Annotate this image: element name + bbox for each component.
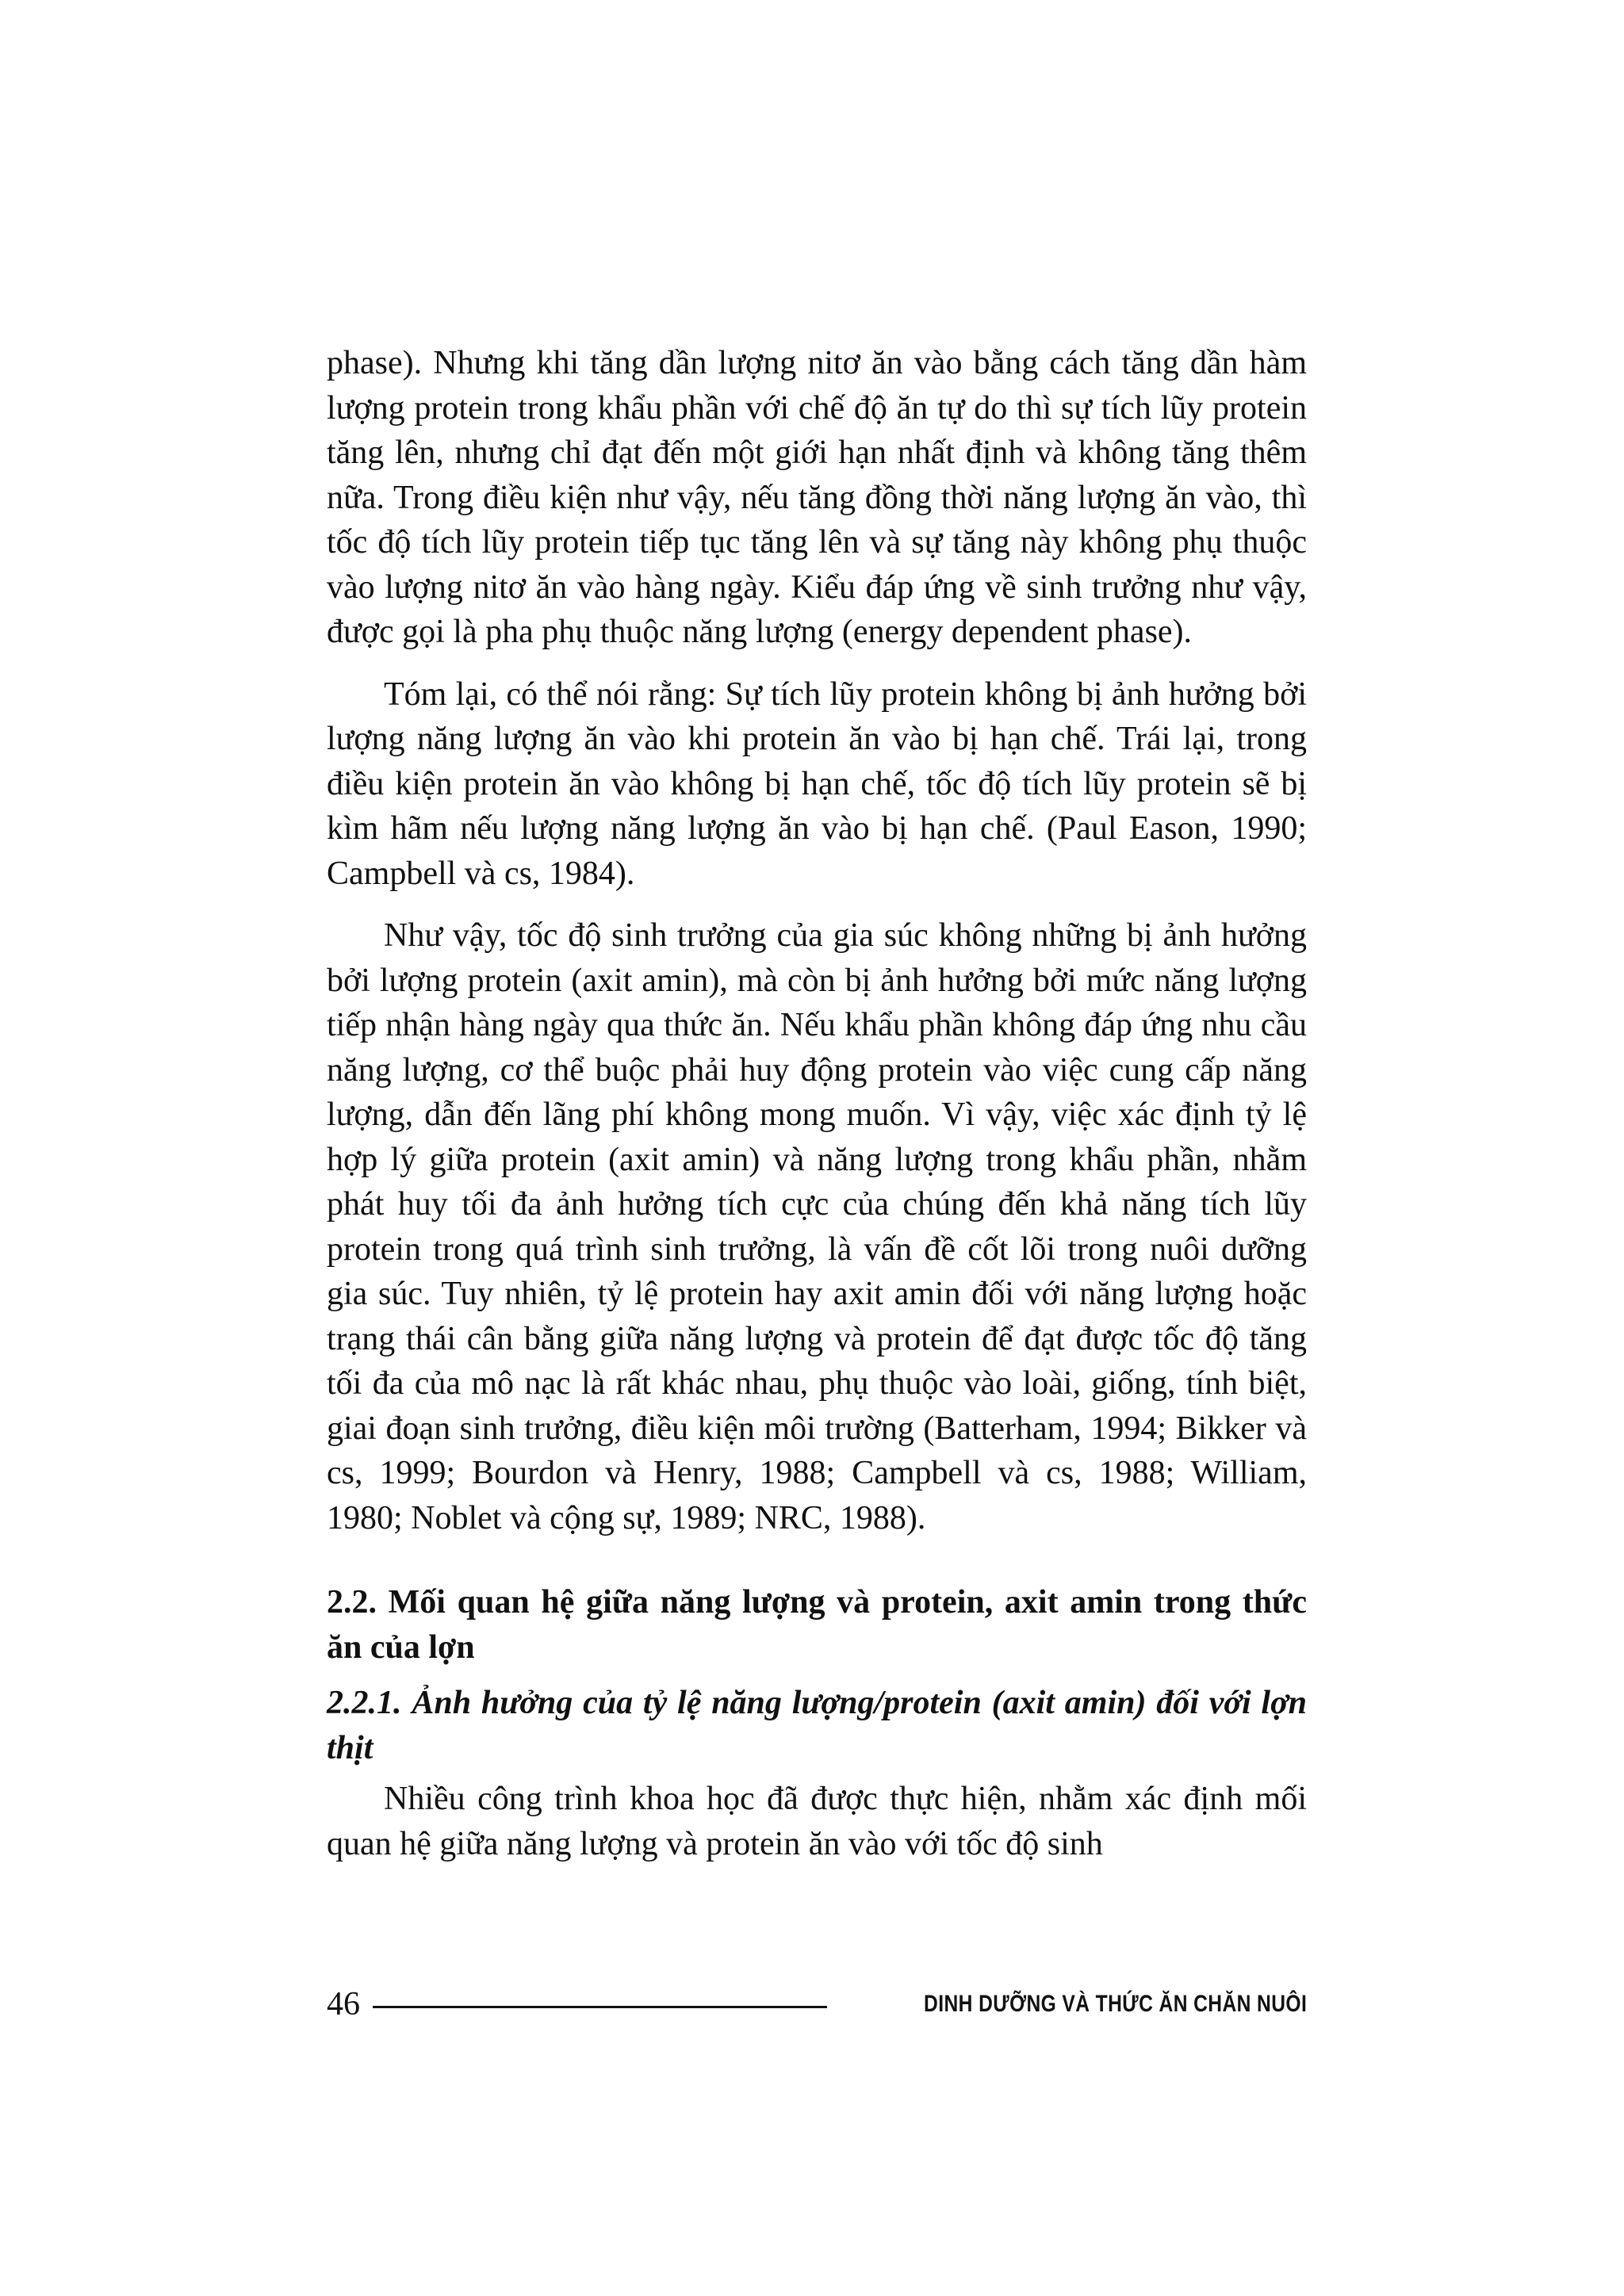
paragraph-summary: Tóm lại, có thể nói rằng: Sự tích lũy protein không bị ảnh hưởng bởi lượng năng lượng ăn vào khi protein ăn vào bị hạn chế. Trái lại, trong điều kiện protein ăn vào không bị hạn chế, tốc độ tích lũy protein sẽ bị kìm hãm nếu lượng năng lượng ăn vào bị hạn chế. (Paul Eason, 1990; Campbell và cs, 1984). xyxy=(327,675,1307,892)
paragraph-research-intro: Nhiều công trình khoa học đã được thực hiện, nhằm xác định mối quan hệ giữa năng lượng và protein ăn vào với tốc độ sinh xyxy=(327,1781,1307,1862)
subsection-heading: 2.2.1. Ảnh hưởng của tỷ lệ năng lượng/protein (axit amin) đối với lợn thịt xyxy=(327,1685,1307,1766)
book-title: DINH DƯỠNG VÀ THỨC ĂN CHĂN NUÔI xyxy=(923,1991,1307,2017)
page-body xyxy=(327,341,1307,1866)
page-number: 46 xyxy=(327,1986,360,2022)
footer-divider xyxy=(373,2006,827,2008)
section-heading: 2.2. Mối quan hệ giữa năng lượng và protein, axit amin trong thức ăn của lợn xyxy=(327,1584,1307,1666)
page-footer xyxy=(327,1979,1307,2030)
paragraph-growth-rate: Như vậy, tốc độ sinh trưởng của gia súc không những bị ảnh hưởng bởi lượng protein (axit amin), mà còn bị ảnh hưởng bởi mức năng lượng tiếp nhận hàng ngày qua thức ăn. Nếu khẩu phần không đáp ứng nhu cầu năng lượng, cơ thể buộc phải huy động protein vào việc cung cấp năng lượng, dẫn đến lãng phí không mong muốn. Vì vậy, việc xác định tỷ lệ hợp lý giữa protein (axit amin) và năng lượng trong khẩu phần, nhằm phát huy tối đa ảnh hưởng tích cực của chúng đến khả năng tích lũy protein trong quá trình sinh trưởng, là vấn đề cốt lõi trong nuôi dưỡng gia súc. Tuy nhiên, tỷ lệ protein hay axit amin đối với năng lượng hoặc trạng thái cân bằng giữa năng lượng và protein để đạt được tốc độ tăng tối đa của mô nạc là rất khác nhau, phụ thuộc vào loài, giống, tính biệt, giai đoạn sinh trưởng, điều kiện môi trường (Batterham, 1994; Bikker và cs, 1999; Bourdon và Henry, 1988; Campbell và cs, 1988; William, 1980; Noblet và cộng sự, 1989; NRC, 1988). xyxy=(327,917,1307,1536)
paragraph-continuation: phase). Nhưng khi tăng dần lượng nitơ ăn vào bằng cách tăng dần hàm lượng protein trong khẩu phần với chế độ ăn tự do thì sự tích lũy protein tăng lên, nhưng chỉ đạt đến một giới hạn nhất định và không tăng thêm nữa. Trong điều kiện như vậy, nếu tăng đồng thời năng lượng ăn vào, thì tốc độ tích lũy protein tiếp tục tăng lên và sự tăng này không phụ thuộc vào lượng nitơ ăn vào hàng ngày. Kiểu đáp ứng về sinh trưởng như vậy, được gọi là pha phụ thuộc năng lượng (energy dependent phase). xyxy=(327,345,1307,650)
